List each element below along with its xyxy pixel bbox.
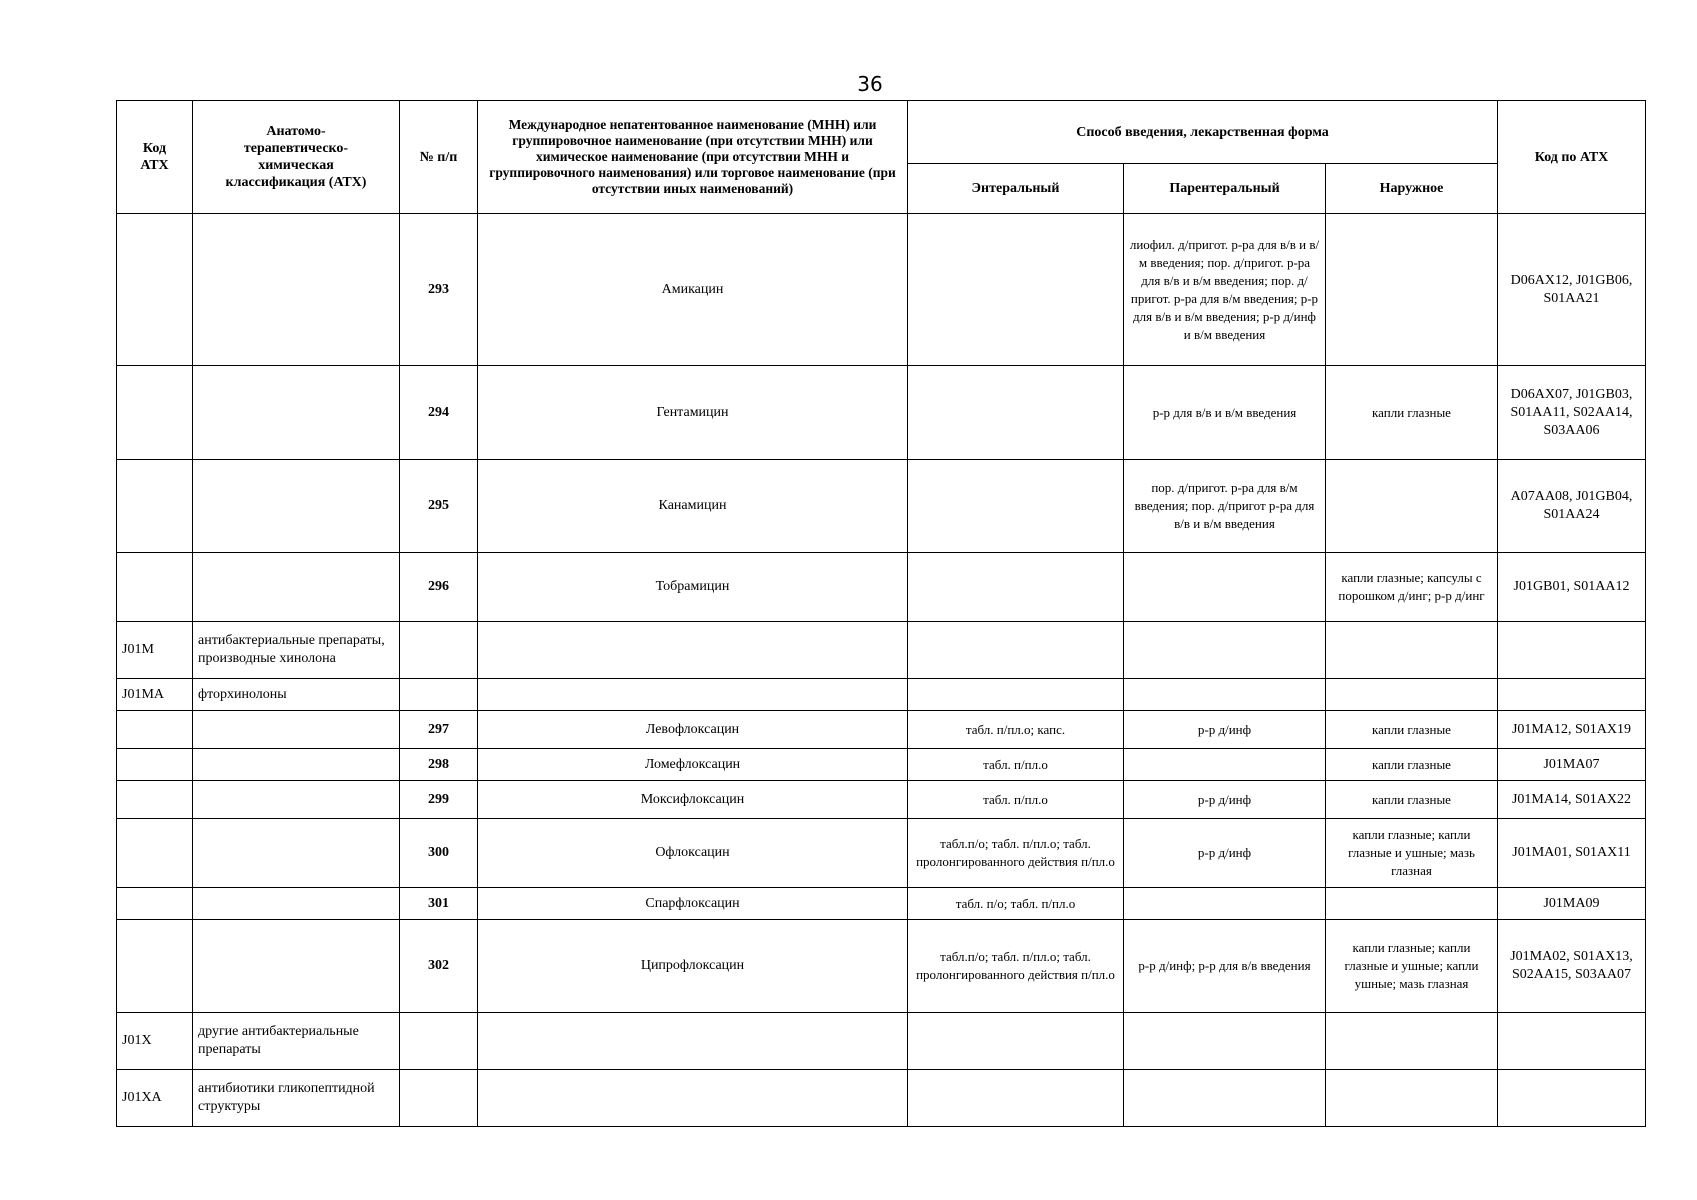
cell-code-atx [117,920,193,1013]
cell-inn-name [478,622,908,679]
cell-enteral: табл.п/о; табл. п/пл.о; табл. пролонгированного действия п/пл.о [908,920,1124,1013]
cell-parenteral: пор. д/пригот. р-ра для в/м введения; пор. д/пригот р-ра для в/в и в/м введения [1124,460,1326,553]
cell-enteral: табл. п/пл.о [908,749,1124,781]
cell-atx-classification [193,819,400,888]
cell-number [400,679,478,711]
cell-atx-classification [193,460,400,553]
cell-external: капли глазные [1326,711,1498,749]
cell-parenteral [1124,679,1326,711]
cell-atx-classification: антибиотики гликопептидной структуры [193,1070,400,1127]
cell-atx-classification: другие антибактериальные препараты [193,1013,400,1070]
cell-enteral [908,460,1124,553]
cell-parenteral [1124,1013,1326,1070]
cell-atx-classification [193,366,400,460]
cell-external [1326,622,1498,679]
header-inn-name: Международное непатентованное наименование (МНН) или группировочное наименование (при отсутствии МНН) или химическое наименование (при отсутствии МНН и группировочного наименования) или торговое наименование (при отсутствии иных наименований) [478,101,908,214]
cell-code-by-atx: J01MA14, S01AX22 [1498,781,1646,819]
table-row [117,622,1646,679]
cell-code-by-atx: J01MA01, S01AX11 [1498,819,1646,888]
cell-inn-name: Ломефлоксацин [478,749,908,781]
cell-code-atx [117,460,193,553]
cell-external [1326,460,1498,553]
cell-atx-classification [193,749,400,781]
cell-number [400,1070,478,1127]
table-row [117,553,1646,622]
cell-enteral [908,214,1124,366]
cell-code-by-atx [1498,1070,1646,1127]
cell-number: 296 [400,553,478,622]
cell-number: 299 [400,781,478,819]
table-body [117,214,1646,1127]
cell-number: 293 [400,214,478,366]
cell-inn-name: Тобрамицин [478,553,908,622]
cell-atx-classification: фторхинолоны [193,679,400,711]
cell-inn-name: Моксифлоксацин [478,781,908,819]
cell-enteral [908,622,1124,679]
cell-atx-classification [193,920,400,1013]
cell-parenteral: р-р д/инф; р-р для в/в введения [1124,920,1326,1013]
cell-inn-name: Ципрофлоксацин [478,920,908,1013]
cell-external [1326,1070,1498,1127]
cell-code-atx: J01XA [117,1070,193,1127]
cell-parenteral: лиофил. д/пригот. р-ра для в/в и в/м введения; пор. д/пригот. р-ра для в/в и в/м введения; пор. д/пригот. р-ра для в/м введения; р-р для в/в и в/м введения; р-р д/инф и в/м введения [1124,214,1326,366]
cell-code-atx: J01X [117,1013,193,1070]
header-number: № п/п [400,101,478,214]
cell-code-by-atx: J01GB01, S01AA12 [1498,553,1646,622]
cell-atx-classification [193,214,400,366]
cell-code-by-atx [1498,622,1646,679]
cell-external: капли глазные [1326,366,1498,460]
cell-atx-classification [193,711,400,749]
cell-external: капли глазные; капли глазные и ушные; капли ушные; мазь глазная [1326,920,1498,1013]
table-row [117,214,1646,366]
cell-inn-name [478,1070,908,1127]
cell-enteral: табл.п/о; табл. п/пл.о; табл. пролонгированного действия п/пл.о [908,819,1124,888]
table-row [117,1070,1646,1127]
table-row [117,679,1646,711]
cell-parenteral: р-р д/инф [1124,711,1326,749]
cell-code-by-atx: J01MA02, S01AX13, S02AA15, S03AA07 [1498,920,1646,1013]
cell-enteral [908,553,1124,622]
cell-parenteral [1124,622,1326,679]
cell-parenteral [1124,1070,1326,1127]
table-row [117,920,1646,1013]
page-number: 36 [857,72,883,96]
header-code-atx: Код АТХ [117,101,193,214]
cell-number: 297 [400,711,478,749]
cell-enteral [908,679,1124,711]
cell-code-by-atx [1498,679,1646,711]
cell-inn-name: Амикацин [478,214,908,366]
cell-code-atx [117,553,193,622]
cell-enteral: табл. п/пл.о [908,781,1124,819]
cell-enteral: табл. п/о; табл. п/пл.о [908,888,1124,920]
cell-enteral [908,1070,1124,1127]
cell-code-atx: J01MA [117,679,193,711]
cell-inn-name [478,679,908,711]
table-row [117,781,1646,819]
cell-enteral [908,1013,1124,1070]
cell-code-by-atx [1498,1013,1646,1070]
cell-inn-name: Гентамицин [478,366,908,460]
table-row [117,366,1646,460]
table-row [117,711,1646,749]
cell-external: капли глазные; капли глазные и ушные; мазь глазная [1326,819,1498,888]
cell-inn-name: Канамицин [478,460,908,553]
table-row [117,460,1646,553]
cell-code-atx [117,781,193,819]
cell-code-atx: J01M [117,622,193,679]
cell-parenteral: р-р для в/в и в/м введения [1124,366,1326,460]
cell-inn-name: Офлоксацин [478,819,908,888]
cell-atx-classification [193,888,400,920]
header-external: Наружное [1326,164,1498,214]
cell-external [1326,679,1498,711]
header-code-by-atx: Код по АТХ [1498,101,1646,214]
cell-parenteral [1124,749,1326,781]
cell-external [1326,214,1498,366]
cell-code-by-atx: D06AX12, J01GB06, S01AA21 [1498,214,1646,366]
cell-number: 294 [400,366,478,460]
cell-number: 301 [400,888,478,920]
cell-code-atx [117,366,193,460]
cell-parenteral [1124,553,1326,622]
cell-inn-name [478,1013,908,1070]
header-atx-classification: Анатомо-терапевтическо-химическая классификация (АТХ) [193,101,400,214]
cell-external: капли глазные [1326,781,1498,819]
cell-code-atx [117,711,193,749]
cell-code-atx [117,888,193,920]
cell-number [400,622,478,679]
cell-external: капли глазные [1326,749,1498,781]
cell-code-by-atx: J01MA12, S01AX19 [1498,711,1646,749]
cell-atx-classification [193,781,400,819]
table-row [117,888,1646,920]
cell-code-atx [117,214,193,366]
header-parenteral: Парентеральный [1124,164,1326,214]
table-row [117,749,1646,781]
table-row [117,1013,1646,1070]
cell-atx-classification: антибактериальные препараты, производные хинолона [193,622,400,679]
cell-parenteral: р-р д/инф [1124,781,1326,819]
cell-number: 298 [400,749,478,781]
header-enteral: Энтеральный [908,164,1124,214]
cell-code-by-atx: D06AX07, J01GB03, S01AA11, S02AA14, S03AA06 [1498,366,1646,460]
cell-number: 295 [400,460,478,553]
cell-code-atx [117,819,193,888]
table-header [117,101,1646,214]
atx-drug-table [116,100,1646,1127]
cell-enteral [908,366,1124,460]
header-route-form: Способ введения, лекарственная форма [908,101,1498,164]
cell-atx-classification [193,553,400,622]
cell-number [400,1013,478,1070]
cell-number: 302 [400,920,478,1013]
cell-parenteral: р-р д/инф [1124,819,1326,888]
cell-number: 300 [400,819,478,888]
cell-code-by-atx: A07AA08, J01GB04, S01AA24 [1498,460,1646,553]
cell-external [1326,1013,1498,1070]
cell-code-atx [117,749,193,781]
cell-parenteral [1124,888,1326,920]
cell-inn-name: Левофлоксацин [478,711,908,749]
cell-inn-name: Спарфлоксацин [478,888,908,920]
cell-code-by-atx: J01MA07 [1498,749,1646,781]
cell-enteral: табл. п/пл.о; капс. [908,711,1124,749]
cell-external: капли глазные; капсулы с порошком д/инг; р-р д/инг [1326,553,1498,622]
cell-code-by-atx: J01MA09 [1498,888,1646,920]
table-row [117,819,1646,888]
cell-external [1326,888,1498,920]
